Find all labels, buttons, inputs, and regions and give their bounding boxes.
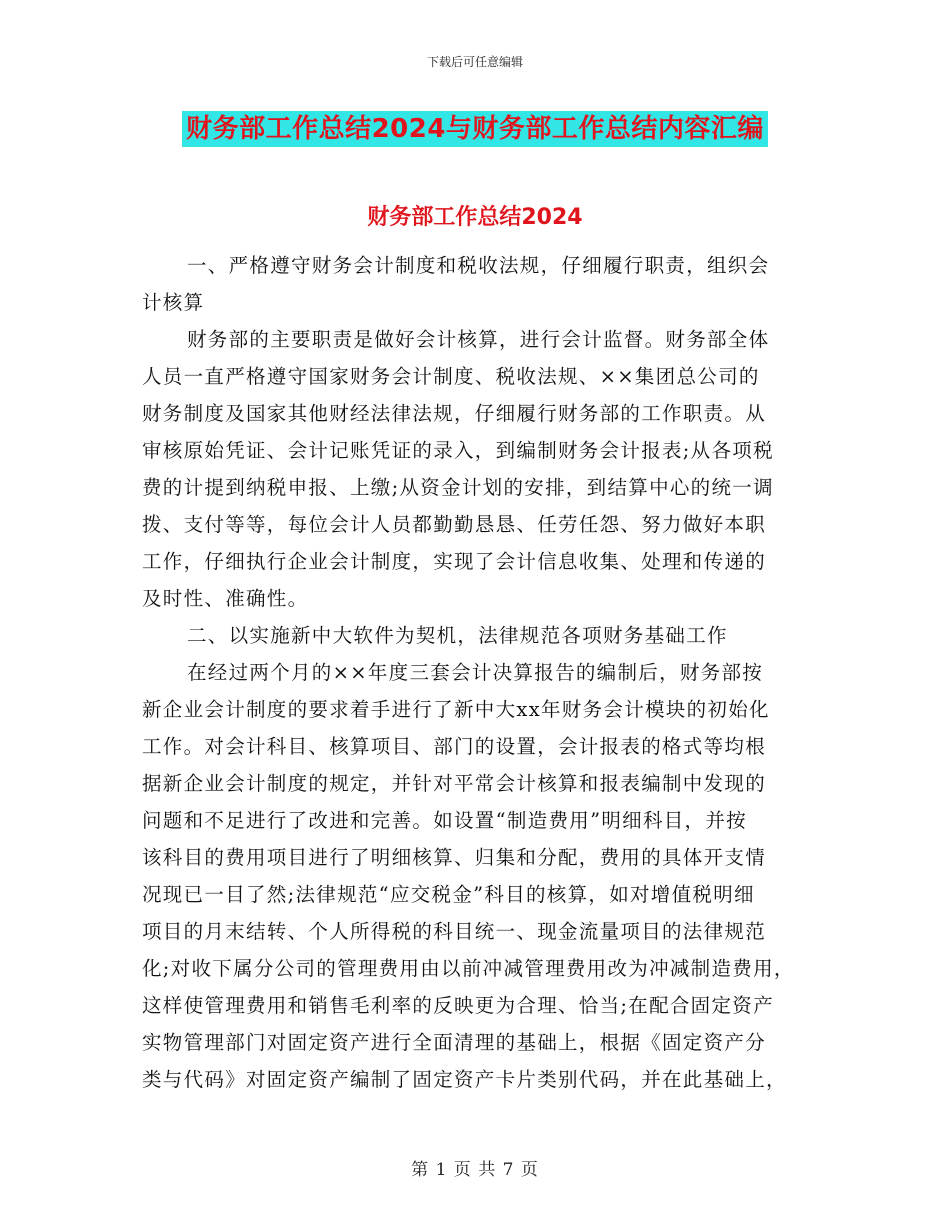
paragraph-line: 该科目的费用项目进行了明细核算、归集和分配，费用的具体开支情 <box>142 846 767 869</box>
paragraph-line: 工作，仔细执行企业会计制度，实现了会计信息收集、处理和传递的 <box>142 550 767 573</box>
paragraph-line: 人员一直严格遵守国家财务会计制度、税收法规、××集团总公司的 <box>142 365 760 388</box>
paragraph-line: 项目的月末结转、个人所得税的科目统一、现金流量项目的法律规范 <box>142 920 767 943</box>
paragraph-line: 况现已一目了然;法律规范“应交税金”科目的核算，如对增值税明细 <box>142 883 755 906</box>
document-title <box>0 111 950 147</box>
paragraph-line: 据新企业会计制度的规定，并针对平常会计核算和报表编制中发现的 <box>142 772 767 795</box>
paragraph-line: 拨、支付等等，每位会计人员都勤勤恳恳、任劳任怨、努力做好本职 <box>142 513 767 536</box>
paragraph-line: 类与代码》对固定资产编制了固定资产卡片类别代码，并在此基础上， <box>142 1068 787 1091</box>
paragraph-line: 审核原始凭证、会计记账凭证的录入，到编制财务会计报表;从各项税 <box>142 439 774 462</box>
paragraph-line: 这样使管理费用和销售毛利率的反映更为合理、恰当;在配合固定资产 <box>142 994 774 1017</box>
page-number: 第 1 页 共 7 页 <box>411 1160 539 1180</box>
paragraph-line: 财务部的主要职责是做好会计核算，进行会计监督。财务部全体 <box>187 328 770 351</box>
paragraph-line: 费的计提到纳税申报、上缴;从资金计划的安排，到结算中心的统一调 <box>142 476 774 499</box>
paragraph-line: 及时性、准确性。 <box>142 587 309 610</box>
paragraph-line: 计核算 <box>142 291 205 314</box>
paragraph-line: 问题和不足进行了改进和完善。如设置“制造费用”明细科目，并按 <box>142 809 747 832</box>
paragraph-line: 化;对收下属分公司的管理费用由以前冲减管理费用改为冲减制造费用， <box>142 957 795 980</box>
section-title: 财务部工作总结2024 <box>367 205 583 230</box>
page-header-note: 下载后可任意编辑 <box>426 55 523 69</box>
paragraph-line: 工作。对会计科目、核算项目、部门的设置，会计报表的格式等均根 <box>142 735 767 758</box>
paragraph-line: 一、严格遵守财务会计制度和税收法规，仔细履行职责，组织会 <box>187 254 770 277</box>
document-title-text: 财务部工作总结2024与财务部工作总结内容汇编 <box>182 111 768 147</box>
paragraph-line: 实物管理部门对固定资产进行全面清理的基础上，根据《固定资产分 <box>142 1031 767 1054</box>
paragraph-line: 在经过两个月的××年度三套会计决算报告的编制后，财务部按 <box>187 661 764 684</box>
paragraph-line: 新企业会计制度的要求着手进行了新中大xx年财务会计模块的初始化 <box>142 698 770 721</box>
paragraph-line: 财务制度及国家其他财经法律法规，仔细履行财务部的工作职责。从 <box>142 402 767 425</box>
body-text <box>142 247 812 1098</box>
paragraph-line: 二、以实施新中大软件为契机，法律规范各项财务基础工作 <box>187 624 728 647</box>
